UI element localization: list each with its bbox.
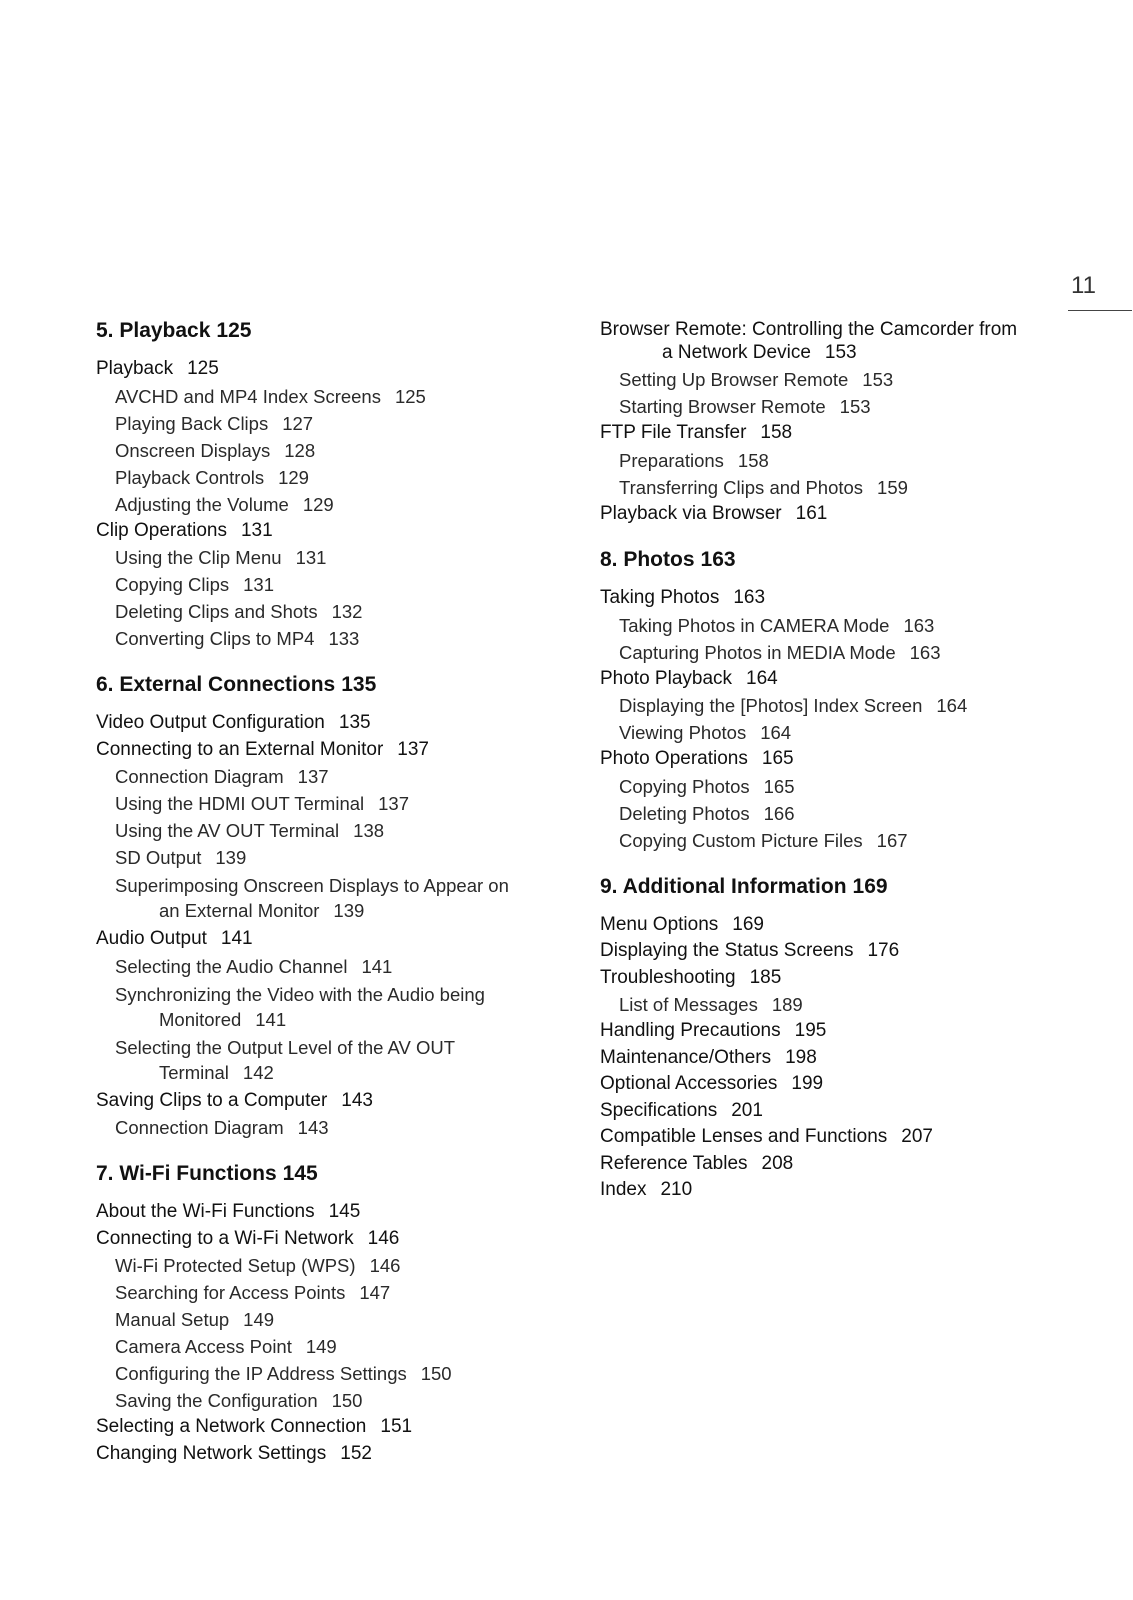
toc-entry[interactable] — [96, 464, 566, 491]
toc-entry[interactable] — [600, 501, 1070, 528]
toc-list — [96, 1088, 566, 1142]
toc-entry-text: Displaying the [Photos] Index Screen — [619, 695, 923, 716]
toc-entry-text: Deleting Clips and Shots — [115, 601, 318, 622]
toc-entry-text: Taking Photos in CAMERA Mode — [619, 614, 890, 636]
toc-entry[interactable] — [96, 1114, 566, 1141]
toc-entry-page: 141 — [361, 955, 393, 977]
toc-entry[interactable] — [600, 447, 1070, 474]
toc-entry[interactable] — [600, 912, 1070, 939]
toc-entry-page: 159 — [877, 476, 908, 498]
toc-entry-text: Configuring the IP Address Settings — [115, 1363, 407, 1384]
toc-entry-page: 210 — [660, 1179, 693, 1200]
toc-entry[interactable] — [600, 1124, 1070, 1151]
toc-entry[interactable] — [600, 746, 1070, 773]
toc-entry[interactable] — [96, 1035, 566, 1085]
toc-entry-page: 164 — [760, 722, 792, 743]
toc-entry-page: 143 — [341, 1089, 373, 1111]
toc-entry[interactable] — [96, 873, 566, 923]
toc-entry-page: 166 — [763, 802, 795, 824]
toc-entry-page: 131 — [243, 574, 275, 595]
toc-entry-text: Connecting to a Wi-Fi Network — [96, 1227, 354, 1249]
toc-entry-text: Index — [600, 1179, 647, 1200]
toc-entry[interactable] — [96, 356, 566, 383]
toc-entry-text-cont: an External Monitor — [159, 900, 320, 921]
toc-list — [96, 1199, 566, 1467]
toc-entry-page: 132 — [331, 601, 363, 622]
toc-entry-text: Viewing Photos — [619, 722, 747, 743]
toc-entry-page: 150 — [420, 1363, 452, 1384]
toc-entry-text: Handling Precautions — [600, 1020, 781, 1041]
toc-entry-text: Using the HDMI OUT Terminal — [115, 793, 365, 814]
toc-entry-text: Selecting the Output Level of the AV OUT — [115, 1036, 456, 1058]
toc-entry-text: Using the AV OUT Terminal — [115, 820, 340, 841]
toc-entry-page: 141 — [255, 1008, 287, 1030]
toc-list — [600, 585, 1070, 854]
toc-entry-page: 146 — [367, 1227, 400, 1249]
toc-entry[interactable] — [600, 1071, 1070, 1098]
chapter-title: 6. External Connections — [96, 673, 336, 696]
toc-entry[interactable] — [600, 965, 1070, 992]
chapter-title: 7. Wi-Fi Functions — [96, 1162, 277, 1185]
toc-entry-page: 164 — [936, 695, 968, 716]
toc-entry[interactable] — [600, 1151, 1070, 1178]
toc-entry-page: 165 — [761, 748, 794, 769]
toc-entry[interactable] — [96, 1306, 566, 1333]
chapter-title: 9. Additional Information — [600, 874, 847, 898]
toc-entry[interactable] — [600, 991, 1070, 1018]
toc-entry[interactable] — [600, 1098, 1070, 1125]
toc-entry[interactable] — [96, 737, 566, 764]
toc-entry-page: 139 — [215, 847, 247, 868]
toc-entry[interactable] — [96, 710, 566, 737]
chapter-heading[interactable] — [600, 874, 1070, 900]
toc-entry-page: 125 — [394, 385, 426, 407]
toc-entry[interactable] — [600, 612, 1070, 639]
toc-entry-page: 141 — [220, 928, 253, 949]
toc-entry-text: Playback via Browser — [600, 502, 782, 524]
toc-entry-page: 139 — [333, 900, 365, 921]
toc-entry-text: Using the Clip Menu — [115, 547, 282, 568]
toc-entry-text: Onscreen Displays — [115, 439, 271, 461]
toc-entry-page: 199 — [791, 1073, 824, 1094]
toc-entry-text: Superimposing Onscreen Displays to Appear on — [115, 875, 509, 896]
toc-entry-text: AVCHD and MP4 Index Screens — [115, 385, 381, 407]
toc-entry-text: Copying Clips — [115, 574, 230, 595]
toc-list — [600, 912, 1070, 1204]
toc-entry[interactable] — [600, 1045, 1070, 1072]
toc-entry-page: 176 — [867, 940, 900, 961]
toc-entry[interactable] — [600, 639, 1070, 666]
toc-entry-text: Transferring Clips and Photos — [619, 476, 864, 498]
toc-entry-text: Saving the Configuration — [115, 1390, 318, 1411]
chapter-title: 8. Photos — [600, 548, 695, 571]
toc-entry-text: Copying Custom Picture Files — [619, 829, 863, 851]
toc-list — [96, 710, 566, 871]
toc-entry-text: Displaying the Status Screens — [600, 940, 854, 961]
toc-entry[interactable] — [96, 1088, 566, 1115]
toc-entry-page: 189 — [771, 994, 803, 1015]
toc-entry[interactable] — [96, 571, 566, 598]
toc-entry[interactable] — [96, 518, 566, 545]
toc-entry-text: Photo Operations — [600, 748, 748, 769]
toc-entry-text: Searching for Access Points — [115, 1282, 346, 1303]
toc-entry[interactable] — [96, 1199, 566, 1226]
toc-entry-page: 201 — [731, 1099, 763, 1121]
toc-entry-page: 195 — [794, 1020, 827, 1041]
toc-entry-text: Audio Output — [96, 928, 207, 949]
toc-entry-page: 152 — [340, 1442, 372, 1464]
toc-entry-page: 131 — [240, 519, 273, 541]
toc-entry-page: 127 — [282, 412, 314, 434]
chapter-page: 125 — [216, 319, 252, 342]
toc-entry-page: 138 — [353, 820, 385, 841]
chapter-title: 5. Playback — [96, 319, 211, 342]
toc-entry-text: Camera Access Point — [115, 1336, 292, 1357]
toc-entry[interactable] — [600, 938, 1070, 965]
toc-entry-text: Playback Controls — [115, 466, 265, 488]
toc-entry-page: 146 — [369, 1255, 401, 1276]
toc-entry[interactable] — [96, 1333, 566, 1360]
toc-entry-page: 208 — [761, 1152, 794, 1174]
toc-entry-text: Maintenance/Others — [600, 1046, 772, 1068]
toc-entry[interactable] — [96, 491, 566, 518]
toc-list — [96, 356, 566, 652]
toc-entry-page: 153 — [862, 369, 894, 390]
toc-entry-page: 142 — [242, 1061, 274, 1083]
toc-entry-text: Optional Accessories — [600, 1073, 778, 1094]
toc-entry-page: 149 — [243, 1309, 275, 1330]
toc-entry[interactable] — [96, 817, 566, 844]
toc-entry[interactable] — [600, 318, 1070, 364]
chapter-heading[interactable] — [96, 1161, 566, 1187]
toc-entry-text: Clip Operations — [96, 519, 227, 541]
toc-entry-page: 158 — [737, 449, 769, 471]
toc-entry[interactable] — [600, 666, 1070, 693]
toc-entry-text: About the Wi-Fi Functions — [96, 1201, 315, 1222]
toc-entry[interactable] — [96, 926, 566, 953]
toc-entry-text: SD Output — [115, 847, 202, 868]
toc-entry-text: Playback — [96, 358, 174, 379]
toc-entry-text: Taking Photos — [600, 587, 720, 608]
toc-entry-text: Saving Clips to a Computer — [96, 1089, 328, 1111]
toc-entry-page: 163 — [733, 587, 766, 608]
toc-entry-text: Connecting to an External Monitor — [96, 738, 384, 760]
toc-entry-page: 147 — [359, 1282, 391, 1303]
toc-entry-page: 167 — [876, 829, 908, 851]
toc-entry-page: 125 — [187, 358, 219, 379]
toc-entry-text-cont: Terminal — [159, 1061, 229, 1083]
toc-entry[interactable] — [600, 420, 1070, 447]
toc-entry[interactable] — [600, 585, 1070, 612]
toc-entry-page: 128 — [284, 439, 316, 461]
toc-entry[interactable] — [96, 844, 566, 871]
toc-entry-text-cont: a Network Device — [662, 342, 811, 363]
toc-entry[interactable] — [600, 1177, 1070, 1204]
toc-entry-page: 161 — [795, 502, 828, 524]
chapter-page: 145 — [282, 1162, 318, 1185]
toc-entry-page: 129 — [302, 493, 334, 515]
chapter-heading[interactable] — [600, 547, 1070, 573]
toc-entry-text: Selecting a Network Connection — [96, 1416, 367, 1437]
toc-entry-text: Changing Network Settings — [96, 1442, 327, 1464]
toc-entry-text: Manual Setup — [115, 1309, 230, 1330]
toc-entry-page: 153 — [824, 342, 857, 363]
toc-entry-page: 169 — [732, 913, 764, 935]
toc-entry[interactable] — [96, 598, 566, 625]
toc-entry-text: Compatible Lenses and Functions — [600, 1126, 888, 1147]
toc-entry-page: 163 — [903, 614, 935, 636]
toc-entry-page: 149 — [305, 1336, 337, 1357]
toc-entry-text: Browser Remote: Controlling the Camcorder from — [600, 319, 1018, 340]
toc-entry-text: List of Messages — [619, 994, 758, 1015]
toc-entry-page: 198 — [785, 1046, 817, 1068]
page-number: 11 — [1071, 272, 1096, 299]
toc-entry-text: Deleting Photos — [619, 802, 750, 824]
toc-entry-text: FTP File Transfer — [600, 422, 747, 443]
toc-entry-text: Video Output Configuration — [96, 712, 325, 733]
toc-entry-text: Starting Browser Remote — [619, 396, 826, 417]
toc-entry-text: Adjusting the Volume — [115, 493, 289, 515]
toc-entry[interactable] — [600, 366, 1070, 393]
toc-entry-text: Specifications — [600, 1099, 718, 1121]
chapter-heading[interactable] — [96, 318, 566, 344]
toc-entry-text: Menu Options — [600, 913, 719, 935]
toc-entry-text: Reference Tables — [600, 1152, 748, 1174]
toc-entry[interactable] — [600, 1018, 1070, 1045]
toc-entry[interactable] — [96, 437, 566, 464]
toc-entry-page: 145 — [328, 1201, 361, 1222]
toc-left-column — [96, 318, 566, 1467]
toc-entry-text: Connection Diagram — [115, 766, 284, 787]
toc-entry-page: 137 — [297, 766, 329, 787]
toc-entry[interactable] — [96, 982, 566, 1032]
toc-entry[interactable] — [96, 1279, 566, 1306]
toc-entry[interactable] — [96, 763, 566, 790]
toc-entry-page: 143 — [297, 1117, 329, 1138]
toc-entry-page: 129 — [278, 466, 309, 488]
toc-right-column — [600, 318, 1070, 1204]
toc-entry[interactable] — [96, 953, 566, 980]
toc-list — [600, 366, 1070, 527]
toc-entry-text: Capturing Photos in MEDIA Mode — [619, 641, 896, 663]
toc-entry-page: 207 — [901, 1126, 933, 1147]
toc-entry-page: 165 — [763, 775, 795, 797]
toc-entry[interactable] — [600, 474, 1070, 501]
toc-entry[interactable] — [96, 383, 566, 410]
toc-entry[interactable] — [600, 393, 1070, 420]
chapter-heading[interactable] — [96, 672, 566, 698]
toc-entry-text: Synchronizing the Video with the Audio being — [115, 983, 485, 1005]
toc-entry-page: 131 — [295, 547, 327, 568]
toc-entry-page: 185 — [749, 966, 782, 988]
toc-entry-text: Troubleshooting — [600, 966, 736, 988]
toc-entry[interactable] — [96, 625, 566, 652]
toc-entry[interactable] — [600, 773, 1070, 800]
toc-entry-text: Converting Clips to MP4 — [115, 628, 315, 649]
toc-entry[interactable] — [96, 544, 566, 571]
toc-entry-text: Selecting the Audio Channel — [115, 955, 348, 977]
chapter-page: 135 — [341, 673, 377, 696]
toc-entry[interactable] — [96, 790, 566, 817]
toc-entry-page: 135 — [338, 712, 371, 733]
toc-entry-page: 133 — [328, 628, 360, 649]
toc-entry-page: 150 — [331, 1390, 363, 1411]
toc-entry-text: Preparations — [619, 449, 724, 471]
toc-entry[interactable] — [96, 1252, 566, 1279]
toc-entry-page: 137 — [378, 793, 410, 814]
toc-entry-text: Copying Photos — [619, 775, 750, 797]
toc-entry-text-cont: Monitored — [159, 1008, 242, 1030]
toc-entry-page: 163 — [909, 641, 941, 663]
toc-entry-page: 137 — [397, 738, 429, 760]
toc-entry-page: 153 — [839, 396, 871, 417]
page-number-rule — [1068, 310, 1132, 311]
toc-entry[interactable] — [600, 827, 1070, 854]
toc-entry[interactable] — [96, 1387, 566, 1414]
chapter-page: 163 — [700, 548, 736, 571]
toc-entry[interactable] — [600, 719, 1070, 746]
toc-entry[interactable] — [96, 1226, 566, 1253]
toc-entry-page: 164 — [746, 667, 778, 689]
toc-entry[interactable] — [96, 1360, 566, 1387]
toc-entry-text: Playing Back Clips — [115, 412, 269, 434]
toc-entry[interactable] — [600, 692, 1070, 719]
toc-entry[interactable] — [96, 1414, 566, 1441]
toc-entry-text: Connection Diagram — [115, 1117, 284, 1138]
toc-entry[interactable] — [96, 410, 566, 437]
toc-entry-text: Photo Playback — [600, 667, 733, 689]
toc-entry-page: 158 — [760, 422, 793, 443]
toc-entry-text: Wi-Fi Protected Setup (WPS) — [115, 1255, 356, 1276]
chapter-page: 169 — [852, 874, 888, 898]
toc-entry[interactable] — [600, 800, 1070, 827]
toc-entry-page: 151 — [380, 1416, 413, 1437]
toc-entry[interactable] — [96, 1441, 566, 1468]
toc-list — [96, 926, 566, 980]
toc-entry-text: Setting Up Browser Remote — [619, 369, 849, 390]
